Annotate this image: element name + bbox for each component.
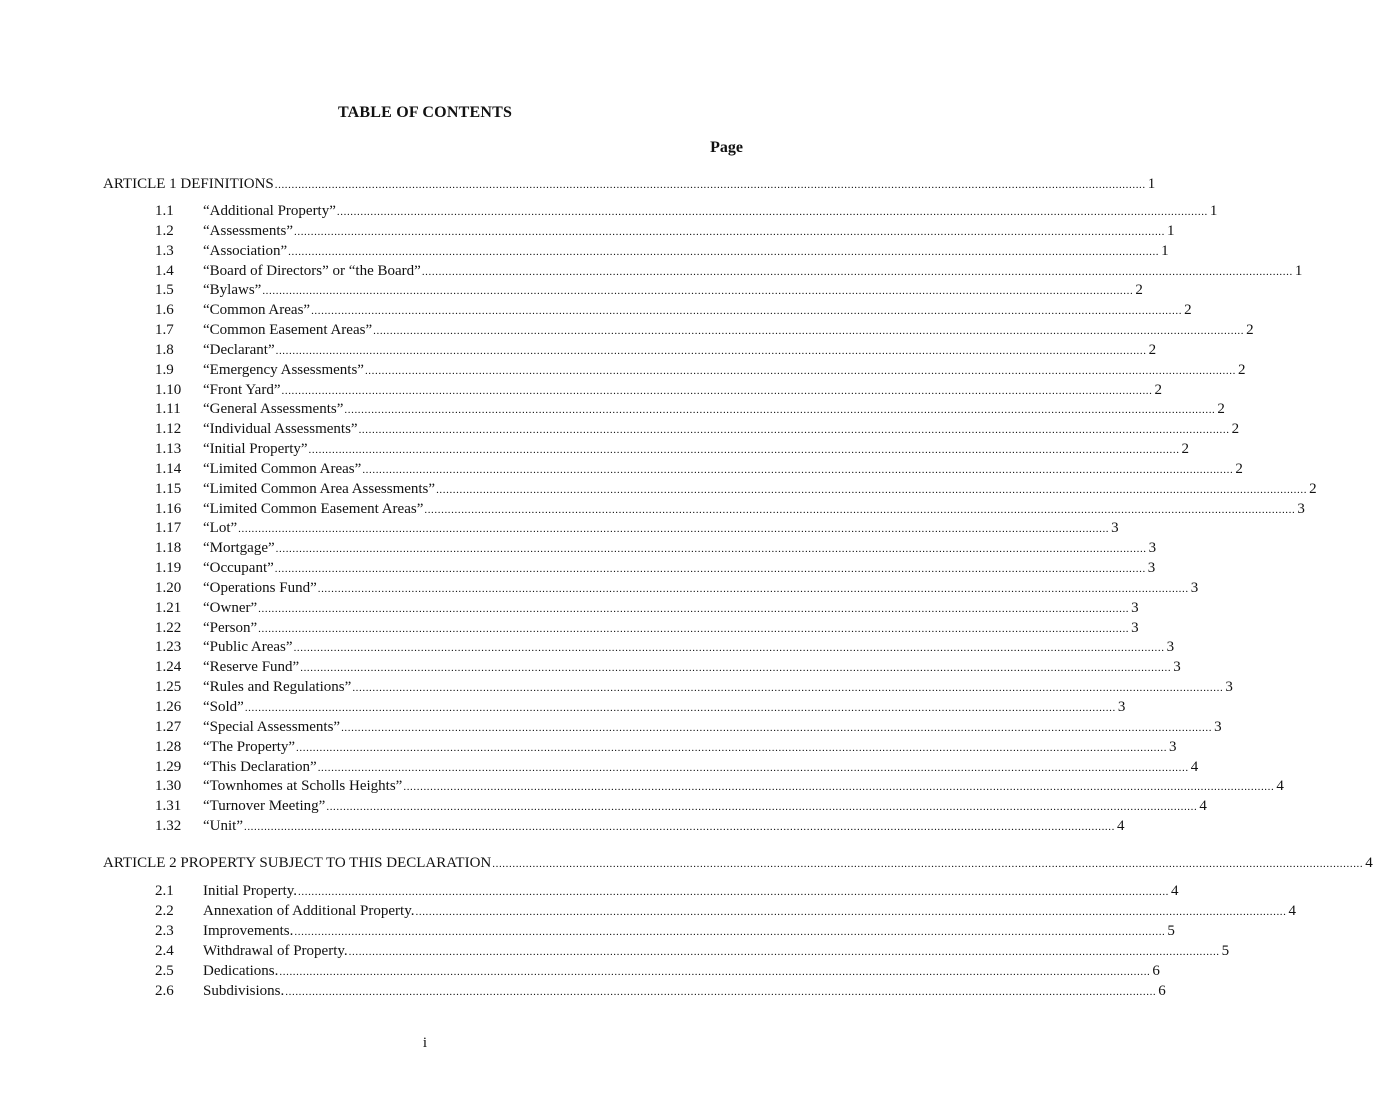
dot-leader: ....................................................................................................................................................................................................................................................................: [326, 801, 1198, 813]
toc-section-entry[interactable]: [155, 341, 1157, 360]
section-page-number: 3: [1225, 679, 1233, 695]
article-page-number: 1: [1147, 176, 1156, 192]
section-number: 1.18: [155, 540, 182, 556]
section-title: “Limited Common Areas”: [203, 461, 362, 477]
section-title: “Limited Common Easement Areas”: [203, 501, 424, 517]
toc-section-entry[interactable]: [155, 381, 1162, 400]
section-page-number: 4: [1116, 818, 1125, 834]
section-title: “This Declaration”: [203, 759, 317, 775]
section-number: 1.7: [155, 322, 174, 338]
dot-leader: ....................................................................................................................................................................................................................................................................: [296, 742, 1168, 754]
toc-section-entry[interactable]: [155, 420, 1240, 439]
toc-section-entry[interactable]: [155, 982, 1166, 1001]
section-title: “The Property”: [203, 739, 296, 755]
toc-section-entry[interactable]: [155, 301, 1192, 320]
dot-leader: ....................................................................................................................................................................................................................................................................: [285, 986, 1157, 998]
toc-section-entry[interactable]: [155, 718, 1222, 737]
dot-leader: ....................................................................................................................................................................................................................................................................: [275, 543, 1147, 555]
section-number: 2.5: [155, 963, 174, 979]
section-page-number: 2: [1246, 322, 1254, 338]
section-number: 1.1: [155, 203, 174, 219]
section-page-number: 3: [1117, 699, 1126, 715]
section-title: “Unit”: [203, 818, 243, 834]
section-page-number: 3: [1214, 719, 1222, 735]
section-number: 1.8: [155, 342, 174, 358]
dot-leader: ....................................................................................................................................................................................................................................................................: [373, 325, 1245, 337]
section-page-number: 3: [1131, 600, 1139, 616]
section-page-number: 1: [1167, 223, 1175, 239]
section-title: Withdrawal of Property.: [203, 943, 348, 959]
dot-leader: ....................................................................................................................................................................................................................................................................: [358, 424, 1230, 436]
section-title: “Bylaws”: [203, 282, 262, 298]
section-title: “Reserve Fund”: [203, 659, 300, 675]
toc-section-entry[interactable]: [155, 500, 1305, 519]
toc-section-entry[interactable]: [155, 777, 1284, 796]
section-number: 1.20: [155, 580, 182, 596]
section-title: “Townhomes at Scholls Heights”: [203, 778, 403, 794]
toc-section-entry[interactable]: [155, 400, 1225, 419]
section-page-number: 2: [1148, 342, 1157, 358]
section-number: 1.27: [155, 719, 182, 735]
dot-leader: ....................................................................................................................................................................................................................................................................: [258, 623, 1130, 635]
toc-section-entry[interactable]: [155, 817, 1125, 836]
dot-leader: ....................................................................................................................................................................................................................................................................: [281, 385, 1153, 397]
toc-section-entry[interactable]: [155, 698, 1126, 717]
section-title: “Sold”: [203, 699, 244, 715]
section-page-number: 2: [1217, 401, 1225, 417]
dot-leader: ....................................................................................................................................................................................................................................................................: [348, 946, 1220, 958]
dot-leader: ....................................................................................................................................................................................................................................................................: [341, 722, 1213, 734]
section-page-number: 5: [1167, 923, 1175, 939]
section-page-number: 2: [1184, 302, 1192, 318]
section-page-number: 5: [1221, 943, 1230, 959]
section-page-number: 3: [1166, 639, 1175, 655]
dot-leader: ....................................................................................................................................................................................................................................................................: [352, 682, 1224, 694]
article-page-number: 4: [1365, 855, 1373, 871]
section-page-number: 6: [1152, 963, 1160, 979]
toc-section-entry[interactable]: [155, 797, 1207, 816]
section-number: 1.9: [155, 362, 174, 378]
section-page-number: 2: [1135, 282, 1143, 298]
section-title: “Additional Property”: [203, 203, 336, 219]
section-number: 2.4: [155, 943, 174, 959]
section-number: 1.5: [155, 282, 174, 298]
section-title: Dedications.: [203, 963, 279, 979]
dot-leader: ....................................................................................................................................................................................................................................................................: [317, 762, 1189, 774]
section-page-number: 3: [1169, 739, 1177, 755]
dot-leader: ....................................................................................................................................................................................................................................................................: [344, 404, 1216, 416]
toc-section-entry[interactable]: [155, 440, 1190, 459]
section-page-number: 4: [1190, 759, 1199, 775]
section-page-number: 3: [1111, 520, 1119, 536]
section-title: “Common Easement Areas”: [203, 322, 373, 338]
section-number: 1.22: [155, 620, 182, 636]
section-number: 2.2: [155, 903, 174, 919]
section-number: 1.32: [155, 818, 182, 834]
section-page-number: 3: [1131, 620, 1139, 636]
section-number: 2.1: [155, 883, 174, 899]
toc-section-entry[interactable]: [155, 321, 1254, 340]
toc-section-entry[interactable]: [155, 222, 1175, 241]
section-title: “Lot”: [203, 520, 238, 536]
section-number: 2.6: [155, 983, 174, 999]
toc-section-entry[interactable]: [155, 658, 1181, 677]
section-number: 1.3: [155, 243, 174, 259]
toc-section-entry[interactable]: [155, 579, 1199, 598]
toc-section-entry[interactable]: [155, 460, 1243, 479]
dot-leader: ....................................................................................................................................................................................................................................................................: [298, 886, 1170, 898]
section-number: 1.29: [155, 759, 182, 775]
toc-section-entry[interactable]: [155, 262, 1303, 281]
section-number: 1.30: [155, 778, 182, 794]
section-title: “Initial Property”: [203, 441, 308, 457]
toc-section-entry[interactable]: [155, 902, 1296, 921]
dot-leader: ....................................................................................................................................................................................................................................................................: [294, 226, 1165, 238]
section-title: “Declarant”: [203, 342, 275, 358]
section-page-number: 2: [1309, 481, 1317, 497]
toc-section-entry[interactable]: [155, 758, 1199, 777]
section-title: “Association”: [203, 243, 288, 259]
section-title: “Operations Fund”: [203, 580, 317, 596]
section-page-number: 3: [1297, 501, 1305, 517]
toc-section-entry[interactable]: [155, 559, 1156, 578]
section-page-number: 6: [1158, 983, 1166, 999]
section-title: “Individual Assessments”: [203, 421, 358, 437]
section-title: “Public Areas”: [203, 639, 293, 655]
dot-leader: ....................................................................................................................................................................................................................................................................: [294, 926, 1166, 938]
section-title: “Assessments”: [203, 223, 293, 239]
section-title: “Front Yard”: [203, 382, 281, 398]
dot-leader: ....................................................................................................................................................................................................................................................................: [275, 345, 1147, 357]
article-title: ARTICLE 2 PROPERTY SUBJECT TO THIS DECLARATION: [103, 855, 492, 871]
toc-title: TABLE OF CONTENTS: [337, 104, 513, 121]
toc-section-entry[interactable]: [155, 519, 1119, 538]
dot-leader: ....................................................................................................................................................................................................................................................................: [336, 206, 1208, 218]
section-title: Improvements.: [203, 923, 294, 939]
dot-leader: ....................................................................................................................................................................................................................................................................: [258, 603, 1130, 615]
toc-section-entry[interactable]: [155, 738, 1177, 757]
section-number: 2.3: [155, 923, 174, 939]
section-number: 1.25: [155, 679, 182, 695]
dot-leader: ....................................................................................................................................................................................................................................................................: [300, 662, 1172, 674]
section-page-number: 1: [1209, 203, 1218, 219]
section-page-number: 2: [1237, 362, 1246, 378]
section-title: “Occupant”: [203, 560, 274, 576]
section-title: “Turnover Meeting”: [203, 798, 326, 814]
section-page-number: 1: [1294, 263, 1303, 279]
section-title: “Board of Directors” or “the Board”: [203, 263, 421, 279]
section-number: 1.4: [155, 263, 174, 279]
section-number: 1.28: [155, 739, 182, 755]
section-number: 1.15: [155, 481, 182, 497]
page-column-heading: Page: [710, 139, 743, 156]
dot-leader: ....................................................................................................................................................................................................................................................................: [415, 906, 1287, 918]
section-title: “Person”: [203, 620, 258, 636]
section-number: 1.13: [155, 441, 182, 457]
section-title: “General Assessments”: [203, 401, 344, 417]
section-page-number: 3: [1190, 580, 1199, 596]
dot-leader: ....................................................................................................................................................................................................................................................................: [243, 821, 1115, 833]
section-number: 1.11: [155, 401, 181, 417]
section-page-number: 3: [1148, 540, 1157, 556]
section-number: 1.21: [155, 600, 182, 616]
toc-section-entry[interactable]: [155, 242, 1169, 261]
section-page-number: 4: [1276, 778, 1284, 794]
toc-section-entry[interactable]: [155, 599, 1139, 618]
toc-section-entry[interactable]: [155, 962, 1160, 981]
toc-section-entry[interactable]: [155, 942, 1230, 961]
section-number: 1.24: [155, 659, 182, 675]
dot-leader: ....................................................................................................................................................................................................................................................................: [262, 285, 1134, 297]
section-title: Annexation of Additional Property.: [203, 903, 415, 919]
dot-leader: ....................................................................................................................................................................................................................................................................: [436, 484, 1308, 496]
section-number: 1.17: [155, 520, 182, 536]
section-number: 1.26: [155, 699, 182, 715]
dot-leader: ....................................................................................................................................................................................................................................................................: [311, 305, 1183, 317]
toc-section-entry[interactable]: [155, 638, 1175, 657]
section-page-number: 3: [1147, 560, 1156, 576]
toc-section-entry[interactable]: [155, 922, 1175, 941]
section-title: “Mortgage”: [203, 540, 275, 556]
dot-leader: ....................................................................................................................................................................................................................................................................: [492, 858, 1364, 870]
dot-leader: ....................................................................................................................................................................................................................................................................: [274, 563, 1146, 575]
section-title: “Limited Common Area Assessments”: [203, 481, 436, 497]
section-page-number: 4: [1288, 903, 1296, 919]
dot-leader: ....................................................................................................................................................................................................................................................................: [244, 702, 1116, 714]
dot-leader: ....................................................................................................................................................................................................................................................................: [308, 444, 1180, 456]
dot-leader: ....................................................................................................................................................................................................................................................................: [279, 966, 1151, 978]
dot-leader: ....................................................................................................................................................................................................................................................................: [362, 464, 1234, 476]
section-page-number: 4: [1199, 798, 1207, 814]
section-number: 1.23: [155, 639, 182, 655]
section-title: “Rules and Regulations”: [203, 679, 352, 695]
toc-section-entry[interactable]: [155, 619, 1139, 638]
toc-section-entry[interactable]: [155, 361, 1246, 380]
toc-section-entry[interactable]: [155, 882, 1179, 901]
section-title: “Special Assessments”: [203, 719, 341, 735]
toc-section-entry[interactable]: [155, 480, 1317, 499]
section-number: 1.31: [155, 798, 182, 814]
section-page-number: 1: [1161, 243, 1169, 259]
section-page-number: 2: [1154, 382, 1162, 398]
toc-section-entry[interactable]: [155, 539, 1157, 558]
dot-leader: ....................................................................................................................................................................................................................................................................: [288, 246, 1160, 258]
toc-section-entry[interactable]: [155, 678, 1233, 697]
section-title: Subdivisions.: [203, 983, 285, 999]
dot-leader: ....................................................................................................................................................................................................................................................................: [421, 266, 1293, 278]
dot-leader: ....................................................................................................................................................................................................................................................................: [317, 583, 1189, 595]
section-title: “Owner”: [203, 600, 258, 616]
section-title: “Common Areas”: [203, 302, 311, 318]
section-number: 1.16: [155, 501, 182, 517]
dot-leader: ....................................................................................................................................................................................................................................................................: [274, 179, 1146, 191]
section-number: 1.14: [155, 461, 182, 477]
section-number: 1.6: [155, 302, 174, 318]
section-page-number: 2: [1231, 421, 1240, 437]
section-number: 1.2: [155, 223, 174, 239]
section-title: Initial Property.: [203, 883, 298, 899]
dot-leader: ....................................................................................................................................................................................................................................................................: [403, 781, 1275, 793]
toc-article-entry[interactable]: [103, 854, 1373, 873]
dot-leader: ....................................................................................................................................................................................................................................................................: [238, 523, 1110, 535]
section-title: “Emergency Assessments”: [203, 362, 364, 378]
dot-leader: ....................................................................................................................................................................................................................................................................: [424, 504, 1296, 516]
toc-article-entry[interactable]: [103, 175, 1156, 194]
section-number: 1.10: [155, 382, 182, 398]
toc-section-entry[interactable]: [155, 281, 1143, 300]
section-number: 1.19: [155, 560, 182, 576]
section-page-number: 2: [1181, 441, 1190, 457]
section-page-number: 4: [1171, 883, 1179, 899]
footer-page-number: i: [422, 1035, 428, 1051]
section-number: 1.12: [155, 421, 182, 437]
toc-section-entry[interactable]: [155, 202, 1218, 221]
section-page-number: 2: [1235, 461, 1243, 477]
article-title: ARTICLE 1 DEFINITIONS: [103, 176, 274, 192]
dot-leader: ....................................................................................................................................................................................................................................................................: [293, 642, 1165, 654]
dot-leader: ....................................................................................................................................................................................................................................................................: [364, 365, 1236, 377]
section-page-number: 3: [1173, 659, 1181, 675]
